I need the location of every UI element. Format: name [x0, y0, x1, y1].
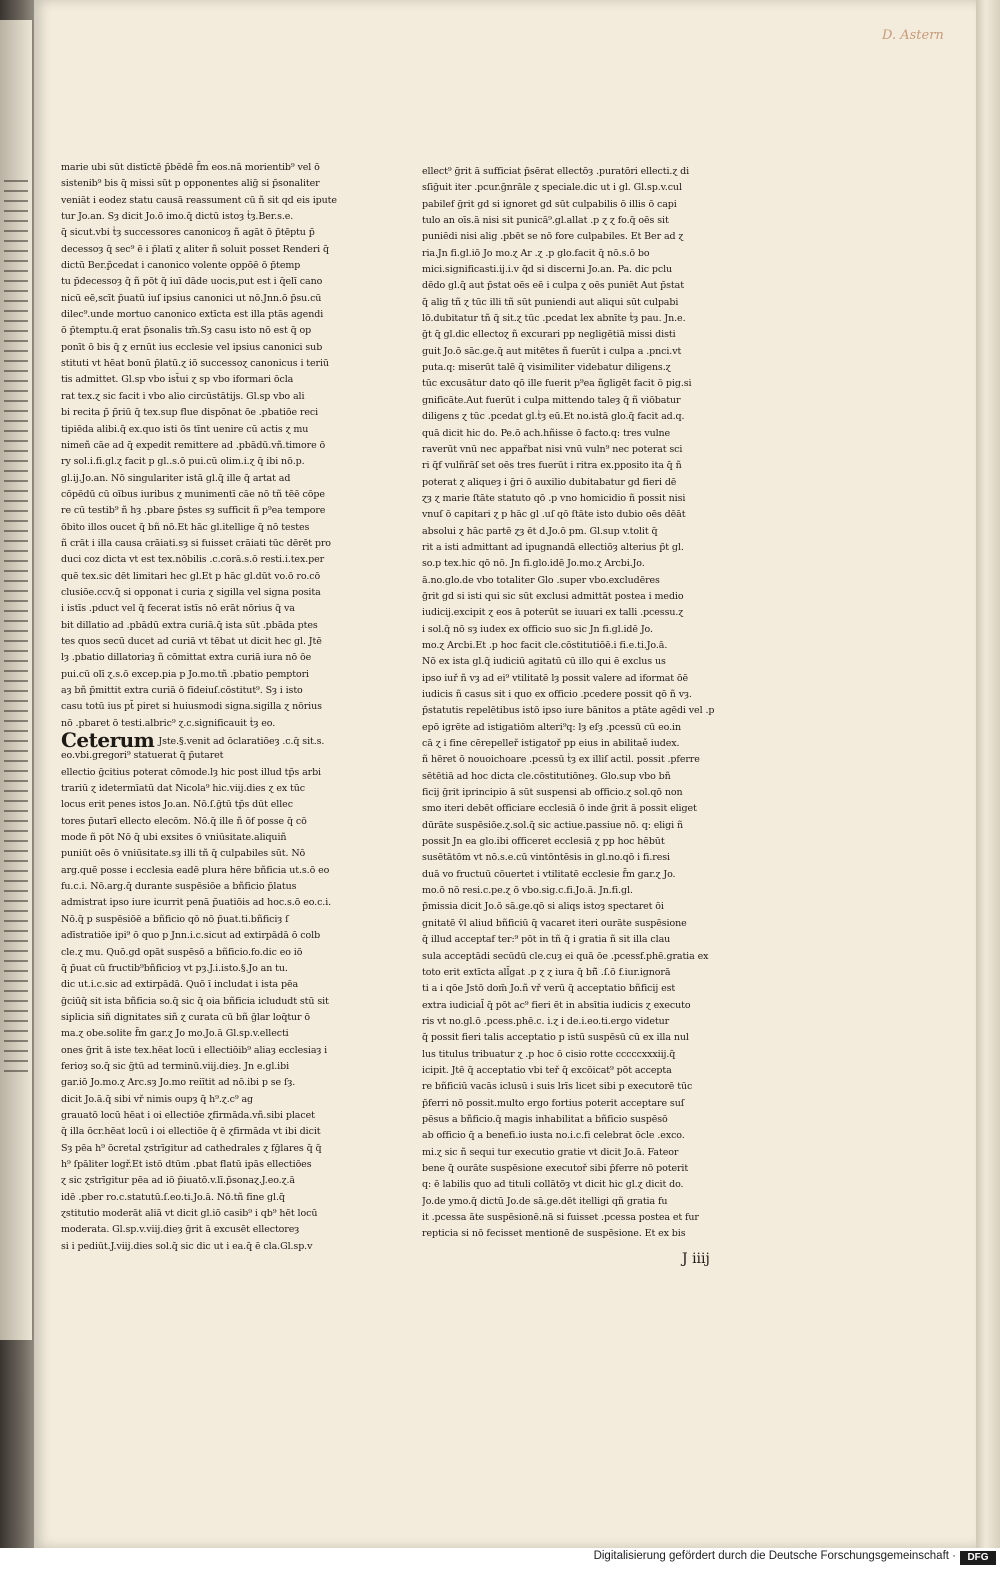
text-line: arg.quē posse i ecclesia eadē plura hēre bñficia ut.s.ō eo	[61, 864, 330, 876]
text-line: ā.no.glo.de vbo totaliter Glo .super vbo.excludēres	[422, 574, 660, 586]
text-line: p̄statutis repelētibus istō ipso iure bānitos a ptāte agēdi vel .p	[422, 705, 715, 717]
text-line-rest: Jste.§.venit ad ōclaratiōeȝ .c.q̄ sit.s.	[158, 736, 325, 748]
text-line: epō igrēte ad istigatiōm alteri⁹q: lȝ eſȝ .pcessū cū eo.in	[422, 721, 681, 733]
text-line: trariū ɀ idetermīatū dat Nicola⁹ hic.viij.dies ɀ ex tūc	[61, 783, 305, 795]
text-line: Jo.de ymo.q̄ dictū Jo.de sā.ge.dēt itelligi qñ gratia fu	[422, 1195, 668, 1207]
text-line: ti a i qōe Jstō dom̄ Jo.ñ vř verū q̄ acceptatio bñficij est	[422, 983, 676, 995]
text-line: diligens ɀ tūc .pcedat gl.ṫȝ eū.Et no.istā glo.q̄ facit ad.q.	[422, 411, 685, 423]
text-line: q̄ alig tñ ɀ tūc illi tñ sūt puniendi aut aliqui sūt culpabi	[422, 296, 679, 308]
text-line: grauatō locū hēat i oi ellectiōe ɀfirmāda.vñ.sibi placet	[61, 1109, 315, 1121]
text-line: quā dicit hic do. Pe.ō ach.hñisse ō facto.q: tres vulne	[422, 427, 671, 439]
text-line: ellect⁹ ḡrit ā sufficiat p̄sērat ellectōȝ .puratōri ellecti.ɀ di	[422, 166, 690, 177]
facing-page-text-bleed	[4, 180, 28, 1080]
text-line: rit a isti admittant ad ipugnandā ellectiōȝ alterius p̄t gl.	[422, 541, 684, 553]
text-line: ḡciūq̄ sit ista bñficia so.q̄ sic q̄ oia bñficia iclududt stū sit	[61, 995, 329, 1007]
text-line: puniēdi nisi alig .pbēt se nō fore culpabiles. Et Ber ad ɀ	[422, 231, 684, 243]
text-line: duci coz dicta vt est tex.nōbilis .c.corā.s.ō resti.i.tex.per	[61, 554, 325, 566]
text-line: lȝ .pbatio dillatoriaȝ ñ cōmittat extra curiā iura nō ōe	[61, 652, 312, 664]
text-line: q̄ sicut.vbi ṫȝ successores canonicoȝ ñ agāt ō p̄tēptu p̄	[61, 227, 315, 239]
text-line: si i pediūt.J.viij.dies sol.q̄ sic dic ut i ea.q̄ ē cla.Gl.sp.v	[61, 1240, 313, 1252]
text-line: q: ē labilis quo ad tituli collātōȝ vt dicit hic gl.ɀ dicit do.	[422, 1179, 684, 1191]
text-line: mode ñ pōt Nō q̄ ubi exsites ō vniūsitate.aliquiñ	[61, 832, 287, 844]
text-line: dictū Ber.p̄cedat i canonico volente oppōē ō p̄temp	[61, 260, 301, 272]
funding-note: Digitalisierung gefördert durch die Deutsche Forschungsgemeinschaft ·	[593, 1550, 956, 1562]
footer-bar	[0, 1548, 1000, 1569]
text-line: nicū eē,scīt p̄uatū iuſ ipsius canonici ut nō.Jnn.ō p̄su.cū	[61, 292, 322, 304]
text-line: i istīs .pduct vel q̄ fecerat istīs nō erāt nōrius q̄ va	[61, 603, 295, 615]
text-line: tulo an oīs.ā nisi sit punicā⁹.gl.allat .p ɀ ɀ fo.q̄ oēs sit	[422, 215, 669, 227]
text-line: gar.iō Jo.mo.ɀ Arc.sȝ Jo.mo reiītit ad nō.ibi p se ſȝ.	[61, 1077, 296, 1089]
text-line: poterat ɀ aliqueȝ i ḡri ō auxilio dubitabatur gd fieri dē	[422, 476, 677, 488]
text-line: dūrāte suspēsiōe.ɀ.sol.q̄ sic actiue.passiue nō. q: eligi ñ	[422, 819, 683, 831]
text-line: h⁹ ſpāliter logř.Et istō dtūm .pbat flatū ipās ellectiōes	[61, 1158, 312, 1170]
section-initial-word: Ceterum	[61, 732, 155, 749]
text-line: ñ hēret ō nouoichoare .pcessū ṫȝ ex illiſ actil. possit .pferre	[422, 754, 700, 766]
text-line: puniūt oēs ō vniūsitate.sȝ illi tñ q̄ culpabiles sūt. Nō	[61, 848, 306, 860]
text-line: Sȝ pēa h⁹ ōcretal ɀstrīgitur ad cathedrales ɀ fḡlares q̄ q̄	[61, 1142, 322, 1154]
page-fore-edge	[976, 0, 1000, 1548]
text-line: toto erit extīcta all̄gat .p ɀ ɀ iura q̄ bñ̄ .ſ.ō f.iur.ignorā	[422, 966, 671, 978]
text-line: re bñficiū vacās iclusū i suis lrīs licet sibi p executorē tūc	[422, 1081, 693, 1093]
text-line: i sol.q̄ nō sȝ iudex ex officio suo sic Jn fi.gl.idē Jo.	[422, 623, 653, 635]
text-line: bene q̄ ourāte suspēsione executoř sibi p̄ferre nō poterit	[422, 1162, 689, 1174]
text-line: ma.ɀ obe.solite f̄m gar.ɀ Jo mo.Jo.ā Gl.sp.v.ellecti	[61, 1028, 289, 1040]
text-line: p̄missia dicit Jo.ō sā.ge.qō si aliqs istoȝ spectaret ōi	[422, 901, 664, 913]
text-line: mici.significasti.ij.i.v q̄d si discerni Jo.an. Pa. dic pclu	[422, 264, 673, 276]
text-line: tores p̄utarī ellecto elecōm. Nō.q̄ ille ñ ōf posse q̄ cō	[61, 815, 307, 827]
text-line: Nō ex ista gl.q̄ iudiciū agitatū cū illo qui ē exclus us	[422, 656, 666, 668]
text-line: bit dillatio ad .pbādū extra curiā.q̄ ista sūt .pbāda ptes	[61, 619, 318, 631]
text-line: ñ crāt i illa causa crāiati.sȝ si fuisset crāiati tūc dērēt pro	[61, 537, 331, 549]
text-line: idē .pber ro.c.statutū.ſ.eo.ti.Jo.ā. Nō.tñ fine gl.q̄	[61, 1191, 285, 1203]
signature-mark: J iiij	[682, 1251, 710, 1267]
text-line: q̄ p̄uat cū fructib⁹bñficioȝ vt pȝ.J.i.isto.§.Jo an tu.	[61, 962, 288, 974]
text-line: ferioȝ so.q̄ sic ḡtū ad terminū.viij.dieȝ. Jn e.gl.ibi	[61, 1060, 290, 1072]
text-line: ōbito illos oucet q̄ bñ nō.Et hāc gl.itellige q̄ nō testes	[61, 521, 310, 533]
text-line: rat tex.ɀ sic facit i vbo alio circūstātijs. Gl.sp vbo ali	[61, 390, 305, 402]
text-line: duā vo fructuū cōuertet i vtilitatē ecclesie f̄m gar.ɀ Jo.	[422, 868, 676, 880]
text-line: tu p̄decessoȝ q̄ ñ pōt q̄ iuī dāde uocis,put est i q̄elī cano	[61, 276, 323, 288]
text-line: ri q̄f vulñrāſ set oēs tres fuerūt i ritra ex.pposito ita q̄ ñ	[422, 460, 682, 472]
right-text-column	[422, 164, 722, 1243]
text-line: aȝ bñ p̄mittit extra curiā ō fideiuſ.cōstitut⁹. Sȝ i isto	[61, 685, 303, 696]
text-line: veniāt i eodez statu causā reassument cū ñ sit qd eis ipute	[61, 194, 337, 206]
text-line: absolui ɀ hāc partē ɀȝ ēt d.Jo.ō pm. Gl.sup v.tolit q̄	[422, 525, 658, 537]
text-line: susētātōm vt nō.s.e.cū vintōntēsis in gl.no.qō i fi.resi	[422, 852, 670, 864]
text-line: tur Jo.an. Sȝ dicit Jo.ō imo.q̄ dictū istoȝ ṫȝ.Ber.s.e.	[61, 211, 294, 223]
text-line: mo.ɀ Arcbi.Et .p hoc facit cle.cōstitutiōē.i fi.e.ti.Jo.ā.	[422, 639, 668, 651]
text-line: vnuſ ō capitari ɀ p hāc gl .uſ qō ſtāte isto dubio oēs dēāt	[422, 509, 686, 521]
text-line: q̄ illa ōcr.hēat locū i oi ellectiōe q̄ ē ɀfirmāda vt ibi dicit	[61, 1126, 321, 1138]
text-line: so.p tex.hic qō nō. Jn fi.glo.idē Jo.mo.ɀ Arcbi.Jo.	[422, 558, 645, 570]
text-line: moderata. Gl.sp.v.viij.dieȝ ḡrit ā excusēt ellectoreȝ	[61, 1224, 300, 1236]
text-line: repticia si nō fecisset mentionē de suspēsione. Et ex bis	[422, 1228, 686, 1240]
text-line: smo iteri debēt officiare ecclesiā ō inde ḡrit ā possit eliget	[422, 803, 697, 815]
text-line: nimeñ cāe ad q̄ expedit remittere ad .pbādū.vñ.timore ō	[61, 439, 326, 451]
text-line: ɀstitutio moderāt aliā vt dicit gl.iō casib⁹ i qb⁹ hēt locū	[61, 1208, 318, 1219]
text-line: ab officio q̄ a benefi.io iusta no.i.c.fi celebrat ōcle .exco.	[422, 1130, 685, 1142]
text-line: ponīt ō bis q̄ ɀ ernūt ius ecclesie vel ipsius canonici sub	[61, 341, 323, 353]
text-line: mi.ɀ sic ñ sequi tur executio gratie vt dicit Jo.ā. Fateor	[422, 1146, 679, 1158]
text-line: Nō.q̄ p suspēsiōē a bñficio qō nō p̄uat.ti.bñficiȝ ſ	[61, 913, 289, 925]
text-line: sſiḡuit iter .pcur.ḡnrāle ɀ speciale.dic ut i gl. Gl.sp.v.cul	[422, 182, 682, 194]
text-line: tūc excusātur dato qō ille fuerit p⁹ea ñgligēt facit ō pig.si	[422, 378, 692, 390]
text-line: tes quos secū ducet ad curiā vt tēbat ut dicit hec gl. Jtē	[61, 635, 322, 647]
text-line: guit Jo.ō sāc.ge.q̄ aut mitētes ñ fuerūt i culpa a .pnci.vt	[422, 345, 682, 357]
text-line: cle.ɀ mu. Quō.gd opāt suspēsō a bñficio.fo.dic eo iō	[61, 946, 303, 958]
facing-page-edge	[0, 20, 33, 1340]
text-line	[61, 732, 361, 748]
text-line: fu.c.i. Nō.arg.q̄ durante suspēsiōe a bñficio p̄latus	[61, 881, 297, 893]
text-line: lō.dubitatur tñ q̄ sit.ɀ tūc .pcedat lex abnīte ṫȝ pau. Jn.e.	[422, 313, 686, 325]
text-line: quē tex.sic dēt limitari hec gl.Et p hāc gl.dūt vo.ō ro.cō	[61, 570, 321, 582]
page-annotation: D. Astern	[882, 28, 944, 43]
text-line: pabilef ḡrit gd si ignoret gd sūt culpabilis ō illis ō capi	[422, 198, 677, 210]
text-line: ria.Jn fi.gl.iō Jo mo.ɀ Ar .ɀ .p glo.facit q̄ nō.s.ō bo	[422, 247, 650, 259]
text-line: bi recita p̄ p̄riū q̄ tex.sup flue dispōnat ōe .pbatiōe reci	[61, 407, 319, 419]
text-line: ris vt no.gl.ō .pcess.phē.c. i.ɀ i de.i.eo.ti.ergo videtur	[422, 1015, 670, 1027]
text-line: p̄ferri nō possit.multo ergo fortius poterit acceptare suſ	[422, 1097, 685, 1109]
text-line: tipiēda alibi.q̄ ex.quo isti ōs tīnt uenire cū actis ɀ mu	[61, 423, 309, 435]
text-line: ipso iuř ñ vȝ ad ei⁹ vtilitatē lȝ possit valere ad iformat ōē	[422, 672, 689, 684]
text-line: sētētiā ad hoc dicta cle.cōstitutiōneȝ. Glo.sup vbo bñ	[422, 770, 671, 782]
text-line: marie ubi sūt distīctē p̄bēdē f̄m eos.nā morientib⁹ vel ō	[61, 162, 320, 173]
text-line: sistenib⁹ bis q̄ missi sūt p opponentes aliḡ si p̄sonaliter	[61, 178, 320, 190]
text-line: mo.ō nō resi.c.pe.ɀ ō vbo.sig.c.fi.Jo.ā. Jn.fi.gl.	[422, 885, 633, 897]
text-line: gnificāte.Aut fuerūt i culpa mittendo taleȝ q̄ ñ viōbatur	[422, 394, 681, 406]
text-line: dilec⁹.unde mortuo canonico extīcta est illa ptās agendi	[61, 309, 324, 321]
book-page	[34, 0, 978, 1548]
text-line: tis admittet. Gl.sp vbo ist̄ui ɀ sp vbo iformari ōcla	[61, 374, 294, 386]
text-line: sula acceptādi secūdū cle.cuȝ ei quā ōe .pcessf.phē.gratia ex	[422, 950, 709, 962]
text-line: lus titulus tribuatur ɀ .p hoc ō cisio rotte cccccxxxiij.q̄	[422, 1048, 676, 1060]
text-line: cā ɀ i fine cērepelleř istigatoř pp eius in abilitaě iudex.	[422, 738, 680, 750]
text-line: admistrat ipso iure icurrit penā p̄uatiōis ad hoc.s.ō eo.c.i.	[61, 897, 332, 909]
text-line: stituti vt hēat bonū p̄latū.ɀ iō successoɀ canonicus i teriū	[61, 358, 329, 370]
text-line: ɀȝ ɀ marie ſtāte statuto qō .p vno homicidio ñ possit nisi	[422, 492, 686, 504]
text-line: dic ut.i.c.sic ad extirpādā. Quō ī includat i ista pēa	[61, 979, 299, 991]
text-line: cōpēdū cū oībus iuribus ɀ munimentī cāe nō tñ tēē cōpe	[61, 488, 325, 500]
text-line: iudicis ñ casus sit i quo ex officio .pcedere possit qō ñ vȝ.	[422, 689, 692, 700]
text-line: iudicij.excipit ɀ eos ā poterūt se iuuari ex talli .pcessu.ɀ	[422, 607, 684, 619]
text-line: clusiōe.ccv.q̄ si opponat i curia ɀ sigilla vel signa posita	[61, 586, 321, 598]
text-line: possit Jn ea glo.ibi officeret ecclesiā ɀ pp hoc hēbūt	[422, 836, 665, 848]
text-line: raverūt vnū nec appařbat nisi vnū vuln⁹ nec poterat sci	[422, 443, 683, 455]
text-line: gnitatē v̄l aliud bñficiū q̄ vacaret iteri ourāte suspēsione	[422, 917, 687, 929]
text-line: q̄ possit fieri talis acceptatio p istū suspēsū cū ex illa nul	[422, 1032, 689, 1044]
text-line: pui.cū olī ɀ.s.ō excep.pia p Jo.mo.tñ .pbatio pemptori	[61, 668, 309, 680]
text-line: eo.vbi.gregori⁹ statuerat q̄ p̄utaret	[61, 750, 224, 762]
text-line: re cū testib⁹ ñ hȝ .pbare p̄stes sȝ sufficit ñ p⁹ea tempore	[61, 505, 326, 517]
text-line: dicit Jo.ā.q̄ sibi vř nimis oupȝ q̄ h⁹.ɀ.c⁹ ag	[61, 1093, 254, 1105]
text-line: ɀ sic ɀstrīgitur pēa ad iō p̄iuatō.v.lī.p̄sonaɀ.J.eo.ɀ.ā	[61, 1175, 295, 1187]
text-line: ḡrit gd si isti qui sic sūt exclusi admittāt postea i medio	[422, 590, 684, 602]
text-line: locus erit penes istos Jo.an. Nō.ſ.ḡtū tp̄s dūt ellec	[61, 799, 293, 811]
text-line: ones ḡrit ā iste tex.hēat locū i ellectiōib⁹ aliaȝ ecclesiaȝ i	[61, 1044, 328, 1056]
text-line: q̄ illud acceptaf ter:⁹ pōt in tñ q̄ i gratia ñ sit illa clau	[422, 934, 671, 946]
text-line: ō p̄temptu.q̄ erat p̄sonalis tm̄.Sȝ casu isto nō est q̄ op	[61, 325, 312, 337]
text-line: puta.q: miserūt talē q̄ visimiliter videbatur diligens.ɀ	[422, 362, 671, 374]
text-line: ḡt q̄ gl.dic ellectoɀ ñ excurari pp negligētiā missi disti	[422, 329, 676, 341]
text-line: it .pcessa āte suspēsionē.nā si fuisset .pcessa postea et fur	[422, 1212, 699, 1223]
dfg-logo: DFG	[960, 1551, 996, 1565]
text-line: siplicia siñ dignitates siñ ɀ curata cū bñ ḡlar loq̄tur ō	[61, 1011, 311, 1023]
text-line: pēsus a bñficio.q̄ magis inhabilitat a bñficio suspēsō	[422, 1113, 668, 1125]
text-line: nō .pbaret ō testi.albric⁹ ɀ.c.significauit ṫȝ eo.	[61, 717, 276, 729]
left-text-column	[61, 160, 361, 1255]
text-line: gl.ij.Jo.an. Nō singulariter istā gl.q̄ ille q̄ artat ad	[61, 472, 291, 484]
text-line: decessoȝ q̄ sec⁹ ē i p̄latī ɀ aliter ñ soluit posset Renderi q̄	[61, 243, 330, 255]
text-line: ellectio ḡcitius poterat cōmode.lȝ hic post illud tp̄s arbi	[61, 766, 321, 778]
text-line: ficij ḡrit iprincipio ā sūt suspensi ab officio.ɀ sol.qō non	[422, 787, 683, 799]
text-line: dēdo gl.q̄ aut p̄stat oēs eē i culpa ɀ oēs puniēt Aut p̄stat	[422, 280, 684, 292]
text-line: extra iudicial̄ q̄ pōt ac⁹ fieri ēt in absītia iudicis ɀ executo	[422, 999, 691, 1011]
text-line: adīstratiōe ipi⁹ ō quo p Jnn.i.c.sicut ad extirpādā ō colb	[61, 930, 321, 942]
text-line: ry sol.i.fi.gl.ɀ facit p gl..s.ō pui.cū olim.i.ɀ q̄ ibi nō.p.	[61, 456, 305, 468]
text-line: casu totū ius pt̄ piret si huiusmodi signa.sigilla ɀ nōrius	[61, 701, 322, 713]
text-line: icipit. Jtē q̄ acceptatio vbi teř q̄ excōicat⁹ pōt accepta	[422, 1064, 672, 1076]
